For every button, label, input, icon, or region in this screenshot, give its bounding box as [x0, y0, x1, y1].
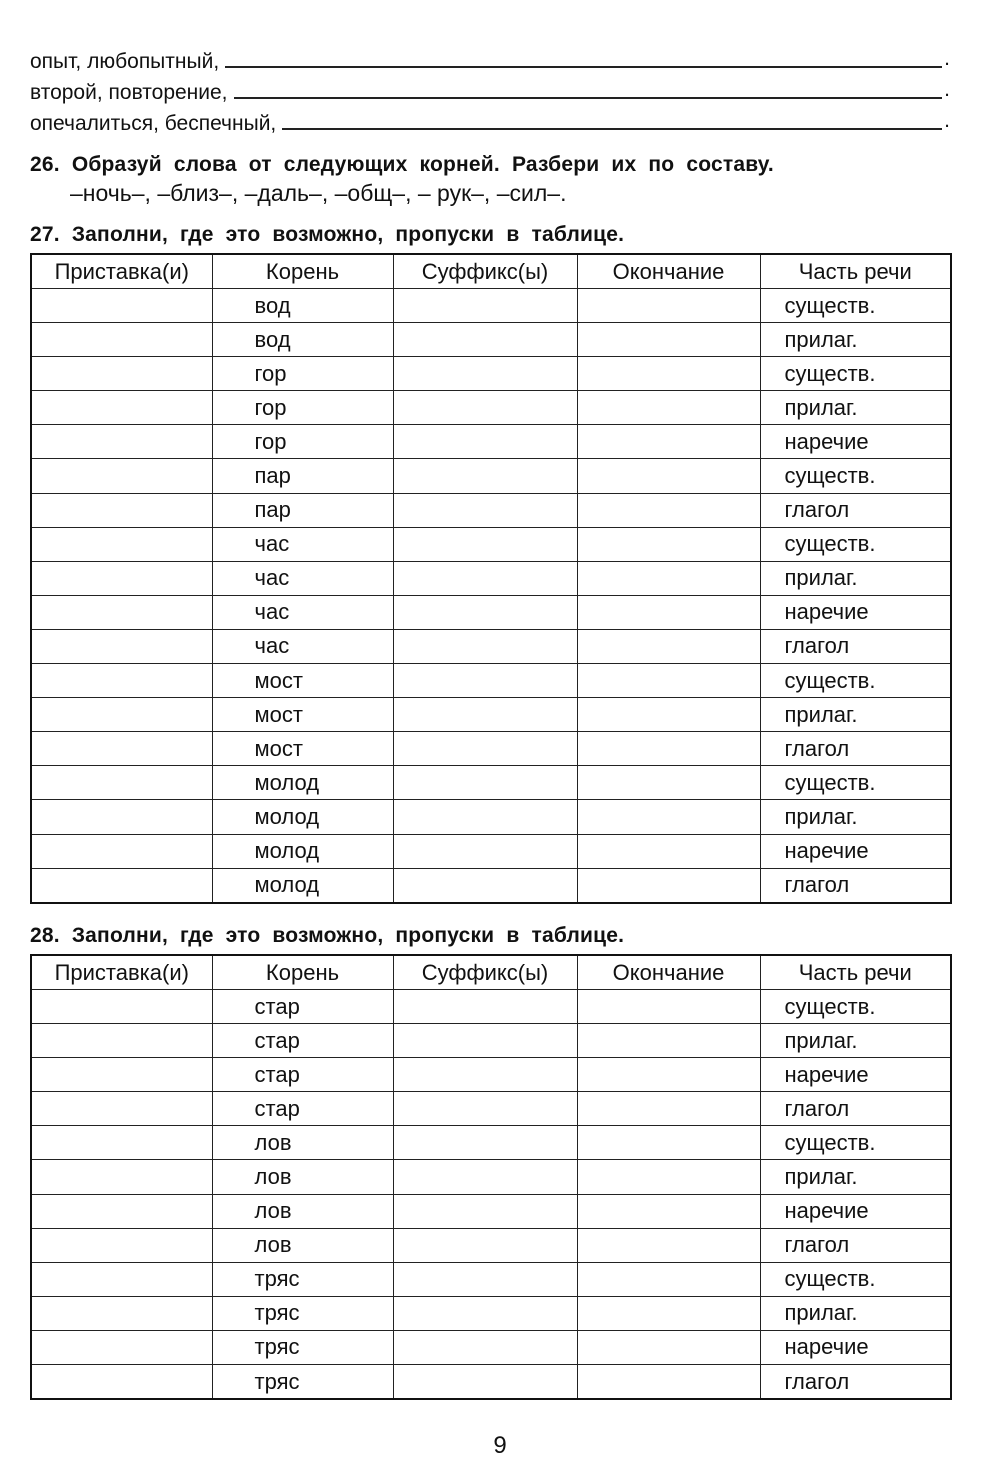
ending-cell[interactable] — [577, 1330, 760, 1364]
column-header-suffix: Суффикс(ы) — [393, 955, 577, 990]
root-cell: мост — [212, 664, 393, 698]
root-cell: час — [212, 527, 393, 561]
table-row — [31, 561, 951, 595]
ending-cell[interactable] — [577, 289, 760, 323]
part-of-speech-cell: существ. — [760, 1126, 951, 1160]
prefix-cell[interactable] — [31, 595, 212, 629]
root-cell: гор — [212, 391, 393, 425]
table-row — [31, 357, 951, 391]
part-of-speech-cell: глагол — [760, 493, 951, 527]
prefix-cell[interactable] — [31, 493, 212, 527]
root-cell: лов — [212, 1194, 393, 1228]
suffix-cell[interactable] — [393, 1024, 577, 1058]
prefix-cell[interactable] — [31, 323, 212, 357]
part-of-speech-cell: глагол — [760, 868, 951, 903]
column-header-suffix: Суффикс(ы) — [393, 254, 577, 289]
table-row — [31, 1194, 951, 1228]
prefix-cell[interactable] — [31, 527, 212, 561]
root-cell: вод — [212, 323, 393, 357]
root-cell: час — [212, 561, 393, 595]
suffix-cell[interactable] — [393, 800, 577, 834]
root-cell: стар — [212, 1058, 393, 1092]
suffix-cell[interactable] — [393, 698, 577, 732]
root-cell: мост — [212, 732, 393, 766]
prefix-cell[interactable] — [31, 990, 212, 1024]
ending-cell[interactable] — [577, 527, 760, 561]
prefix-cell[interactable] — [31, 561, 212, 595]
table-header-row — [31, 955, 951, 990]
suffix-cell[interactable] — [393, 1126, 577, 1160]
part-of-speech-cell: существ. — [760, 527, 951, 561]
table-row — [31, 1296, 951, 1330]
suffix-cell[interactable] — [393, 990, 577, 1024]
table-row — [31, 493, 951, 527]
suffix-cell[interactable] — [393, 595, 577, 629]
ending-cell[interactable] — [577, 698, 760, 732]
suffix-cell[interactable] — [393, 629, 577, 663]
ending-cell[interactable] — [577, 1160, 760, 1194]
part-of-speech-cell: прилаг. — [760, 800, 951, 834]
part-of-speech-cell: наречие — [760, 425, 951, 459]
column-header-part-of-speech: Часть речи — [760, 955, 951, 990]
column-header-ending: Окончание — [577, 955, 760, 990]
table-row — [31, 868, 951, 903]
table-row — [31, 323, 951, 357]
suffix-cell[interactable] — [393, 1365, 577, 1400]
ending-cell[interactable] — [577, 357, 760, 391]
ending-cell[interactable] — [577, 425, 760, 459]
prefix-cell[interactable] — [31, 391, 212, 425]
column-header-ending: Окончание — [577, 254, 760, 289]
ending-cell[interactable] — [577, 766, 760, 800]
answer-blank[interactable] — [234, 96, 943, 99]
table-row — [31, 391, 951, 425]
part-of-speech-cell: существ. — [760, 459, 951, 493]
table-header-row — [31, 254, 951, 289]
root-cell: стар — [212, 1092, 393, 1126]
suffix-cell[interactable] — [393, 1160, 577, 1194]
root-cell: тряс — [212, 1262, 393, 1296]
part-of-speech-cell: глагол — [760, 1228, 951, 1262]
part-of-speech-cell: существ. — [760, 664, 951, 698]
ending-cell[interactable] — [577, 1058, 760, 1092]
root-cell: тряс — [212, 1365, 393, 1400]
table-row — [31, 629, 951, 663]
table-row — [31, 425, 951, 459]
prefix-cell[interactable] — [31, 1024, 212, 1058]
table-row — [31, 459, 951, 493]
suffix-cell[interactable] — [393, 732, 577, 766]
ending-cell[interactable] — [577, 1126, 760, 1160]
part-of-speech-cell: существ. — [760, 289, 951, 323]
root-cell: стар — [212, 1024, 393, 1058]
suffix-cell[interactable] — [393, 1296, 577, 1330]
root-cell: стар — [212, 990, 393, 1024]
root-cell: гор — [212, 425, 393, 459]
prefix-cell[interactable] — [31, 664, 212, 698]
prefix-cell[interactable] — [31, 1330, 212, 1364]
part-of-speech-cell: прилаг. — [760, 698, 951, 732]
root-cell: лов — [212, 1126, 393, 1160]
suffix-cell[interactable] — [393, 391, 577, 425]
root-cell: тряс — [212, 1296, 393, 1330]
part-of-speech-cell: прилаг. — [760, 323, 951, 357]
page-number: 9 — [493, 1432, 507, 1459]
part-of-speech-cell: существ. — [760, 357, 951, 391]
prefix-cell[interactable] — [31, 766, 212, 800]
prefix-cell[interactable] — [31, 834, 212, 868]
prefix-cell[interactable] — [31, 629, 212, 663]
column-header-root: Корень — [212, 955, 393, 990]
suffix-cell[interactable] — [393, 493, 577, 527]
prefix-cell[interactable] — [31, 1365, 212, 1400]
task-26-heading: 26. Образуй слова от следующих корней. Разбери их по составу. — [30, 153, 774, 176]
table-row — [31, 1228, 951, 1262]
table-row — [31, 698, 951, 732]
root-cell: молод — [212, 766, 393, 800]
table-row — [31, 834, 951, 868]
table-row — [31, 1126, 951, 1160]
suffix-cell[interactable] — [393, 1194, 577, 1228]
prefix-cell[interactable] — [31, 1126, 212, 1160]
part-of-speech-cell: наречие — [760, 1058, 951, 1092]
part-of-speech-cell: существ. — [760, 766, 951, 800]
ending-cell[interactable] — [577, 732, 760, 766]
table-row — [31, 527, 951, 561]
table-row — [31, 800, 951, 834]
column-header-root: Корень — [212, 254, 393, 289]
part-of-speech-cell: наречие — [760, 1194, 951, 1228]
prefix-cell[interactable] — [31, 732, 212, 766]
suffix-cell[interactable] — [393, 766, 577, 800]
fill-line-end: . — [944, 47, 950, 70]
prefix-cell[interactable] — [31, 800, 212, 834]
table-row — [31, 990, 951, 1024]
ending-cell[interactable] — [577, 1194, 760, 1228]
suffix-cell[interactable] — [393, 323, 577, 357]
part-of-speech-cell: прилаг. — [760, 1296, 951, 1330]
part-of-speech-cell: наречие — [760, 595, 951, 629]
part-of-speech-cell: прилаг. — [760, 391, 951, 425]
prefix-cell[interactable] — [31, 1160, 212, 1194]
ending-cell[interactable] — [577, 1228, 760, 1262]
ending-cell[interactable] — [577, 459, 760, 493]
prefix-cell[interactable] — [31, 425, 212, 459]
table-row — [31, 732, 951, 766]
fill-line-label: опыт, любопытный, — [30, 50, 220, 73]
table-row — [31, 289, 951, 323]
suffix-cell[interactable] — [393, 868, 577, 903]
prefix-cell[interactable] — [31, 459, 212, 493]
prefix-cell[interactable] — [31, 289, 212, 323]
root-cell: лов — [212, 1228, 393, 1262]
column-header-prefix: Приставка(и) — [31, 254, 212, 289]
part-of-speech-cell: глагол — [760, 1365, 951, 1400]
table-row — [31, 1262, 951, 1296]
root-cell: молод — [212, 800, 393, 834]
ending-cell[interactable] — [577, 629, 760, 663]
part-of-speech-cell: наречие — [760, 1330, 951, 1364]
part-of-speech-cell: глагол — [760, 1092, 951, 1126]
suffix-cell[interactable] — [393, 664, 577, 698]
suffix-cell[interactable] — [393, 834, 577, 868]
part-of-speech-cell: наречие — [760, 834, 951, 868]
suffix-cell[interactable] — [393, 1058, 577, 1092]
ending-cell[interactable] — [577, 493, 760, 527]
task-27-table — [30, 253, 952, 904]
part-of-speech-cell: прилаг. — [760, 561, 951, 595]
ending-cell[interactable] — [577, 990, 760, 1024]
prefix-cell[interactable] — [31, 1262, 212, 1296]
root-cell: мост — [212, 698, 393, 732]
root-cell: молод — [212, 868, 393, 903]
ending-cell[interactable] — [577, 1092, 760, 1126]
task-26-roots: –ночь–, –близ–, –даль–, –общ–, – рук–, –сил–. — [70, 180, 567, 206]
part-of-speech-cell: глагол — [760, 629, 951, 663]
ending-cell[interactable] — [577, 561, 760, 595]
suffix-cell[interactable] — [393, 1092, 577, 1126]
ending-cell[interactable] — [577, 868, 760, 903]
suffix-cell[interactable] — [393, 459, 577, 493]
ending-cell[interactable] — [577, 834, 760, 868]
suffix-cell[interactable] — [393, 289, 577, 323]
table-row — [31, 1092, 951, 1126]
ending-cell[interactable] — [577, 800, 760, 834]
prefix-cell[interactable] — [31, 1228, 212, 1262]
prefix-cell[interactable] — [31, 868, 212, 903]
suffix-cell[interactable] — [393, 357, 577, 391]
ending-cell[interactable] — [577, 391, 760, 425]
ending-cell[interactable] — [577, 1365, 760, 1400]
table-row — [31, 1058, 951, 1092]
ending-cell[interactable] — [577, 1024, 760, 1058]
part-of-speech-cell: существ. — [760, 990, 951, 1024]
part-of-speech-cell: прилаг. — [760, 1160, 951, 1194]
root-cell: тряс — [212, 1330, 393, 1364]
table-row — [31, 1024, 951, 1058]
suffix-cell[interactable] — [393, 1228, 577, 1262]
prefix-cell[interactable] — [31, 1092, 212, 1126]
table-row — [31, 595, 951, 629]
ending-cell[interactable] — [577, 1296, 760, 1330]
table-row — [31, 1330, 951, 1364]
prefix-cell[interactable] — [31, 698, 212, 732]
root-cell: пар — [212, 493, 393, 527]
fill-line-1 — [30, 44, 950, 74]
fill-line-label: опечалиться, беспечный, — [30, 112, 277, 135]
answer-blank[interactable] — [225, 65, 942, 68]
ending-cell[interactable] — [577, 323, 760, 357]
suffix-cell[interactable] — [393, 425, 577, 459]
column-header-prefix: Приставка(и) — [31, 955, 212, 990]
task-27-heading: 27. Заполни, где это возможно, пропуски в таблице. — [30, 223, 625, 246]
table-row — [31, 664, 951, 698]
root-cell: пар — [212, 459, 393, 493]
root-cell: час — [212, 595, 393, 629]
fill-line-label: второй, повторение, — [30, 81, 228, 104]
task-28-heading: 28. Заполни, где это возможно, пропуски в таблице. — [30, 924, 625, 947]
fill-line-2 — [30, 75, 950, 105]
fill-line-end: . — [944, 109, 950, 132]
prefix-cell[interactable] — [31, 1194, 212, 1228]
root-cell: час — [212, 629, 393, 663]
root-cell: вод — [212, 289, 393, 323]
table-row — [31, 1365, 951, 1400]
ending-cell[interactable] — [577, 595, 760, 629]
root-cell: гор — [212, 357, 393, 391]
fill-line-3 — [30, 106, 950, 136]
fill-line-end: . — [944, 78, 950, 101]
part-of-speech-cell: прилаг. — [760, 1024, 951, 1058]
prefix-cell[interactable] — [31, 357, 212, 391]
column-header-part-of-speech: Часть речи — [760, 254, 951, 289]
suffix-cell[interactable] — [393, 561, 577, 595]
suffix-cell[interactable] — [393, 1330, 577, 1364]
prefix-cell[interactable] — [31, 1058, 212, 1092]
prefix-cell[interactable] — [31, 1296, 212, 1330]
part-of-speech-cell: существ. — [760, 1262, 951, 1296]
task-28-table — [30, 954, 952, 1400]
root-cell: лов — [212, 1160, 393, 1194]
part-of-speech-cell: глагол — [760, 732, 951, 766]
root-cell: молод — [212, 834, 393, 868]
suffix-cell[interactable] — [393, 1262, 577, 1296]
table-row — [31, 766, 951, 800]
ending-cell[interactable] — [577, 664, 760, 698]
suffix-cell[interactable] — [393, 527, 577, 561]
table-row — [31, 1160, 951, 1194]
ending-cell[interactable] — [577, 1262, 760, 1296]
answer-blank[interactable] — [282, 127, 942, 130]
